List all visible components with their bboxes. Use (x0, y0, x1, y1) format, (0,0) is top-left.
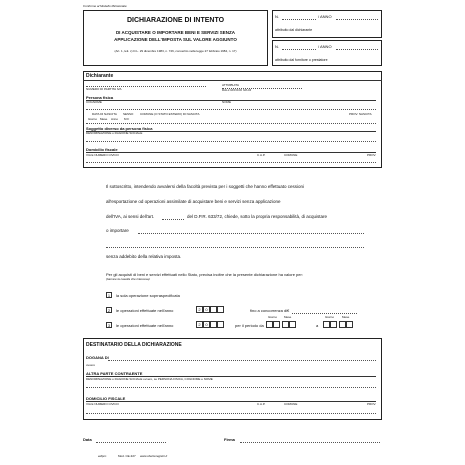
option-2-year-digit-4[interactable] (217, 306, 224, 313)
option-1-checkbox[interactable]: 1 (107, 293, 111, 298)
legal-entity-heading: Soggetto diverso da persona fisica (86, 126, 153, 131)
declaration-paragraph-2: all'esportazione od operazioni assimilate di acquistare beni e servizi senza applicazione (106, 199, 281, 204)
counterparty-name-field[interactable] (86, 387, 376, 388)
supplier-anno-label: / ANNO (318, 44, 332, 49)
company-name-field[interactable] (86, 141, 376, 142)
option-1-label: la sola operazione soprraspecificata (116, 293, 180, 298)
option-3-checkbox[interactable]: 3 (107, 323, 111, 328)
birth-month-label: Mese (100, 117, 108, 121)
birth-info-field[interactable] (86, 123, 376, 124)
supplier-anno-field[interactable] (336, 49, 378, 50)
recipient-postcode-label: C.A.P. (257, 402, 266, 406)
checkbox-instruction: (barrare la casella che interessa) (106, 277, 150, 281)
goods-description-field-2[interactable] (106, 247, 364, 248)
surname-name-field[interactable] (86, 109, 376, 110)
form-title: DICHIARAZIONE DI INTENTO (126, 17, 225, 24)
option-3-label: le operazioni effettuate nell'anno (116, 323, 174, 328)
recipient-domicile-heading: DOMICILIO FISCALE (86, 396, 126, 401)
option-2-checkbox[interactable]: 2 (107, 308, 111, 313)
conformity-note: Conforme al Modello Ministeriale (83, 4, 127, 8)
address-field[interactable] (86, 162, 376, 163)
declarant-n-label: N. (275, 14, 279, 19)
declaration-paragraph-5: senza addebito della relativa imposta. (106, 254, 182, 259)
recipient-address-field[interactable] (86, 413, 376, 414)
birthplace-label: COMUNE (O STATO ESTERO) DI NASCITA (140, 112, 200, 116)
birth-day-label: Giorno (88, 117, 98, 121)
from-day-2[interactable] (273, 321, 280, 328)
declaration-paragraph-3b: del D.P.R. 633/72, chiede, sotto la propria responsabilità, di acquistare (187, 214, 328, 219)
from-day-label: Giorno (268, 315, 278, 319)
brand-logo: edipro (98, 454, 107, 458)
attributed-label: ATTRIBUITA (222, 83, 240, 87)
birth-province-label: PROV. NASCITA (349, 112, 372, 116)
recipient-section-title: DESTINATARIO DELLA DICHIARAZIONE (86, 342, 182, 348)
euro-symbol: € (287, 308, 290, 313)
street-label: VIA E NUMERO CIVICO (86, 153, 119, 157)
form-subtitle-1: DI ACQUISTARE O IMPORTARE BENI E SERVIZI SENZA (115, 30, 236, 35)
option-2-amount-label: fino a concorrenza di (250, 308, 288, 313)
option-3-year-digit-4[interactable] (217, 321, 224, 328)
option-3-year-digit-2: 0 (203, 321, 210, 328)
law-reference: (Art. 1, lett. c) D.L. 29 dicembre 1983, n. 746, convertito nella legge 27 febbraio 1984, n. 17) (114, 49, 237, 53)
supplier-n-label: N. (275, 44, 279, 49)
to-day-1[interactable] (323, 321, 330, 328)
declarant-anno-label: / ANNO (318, 14, 332, 19)
form-subtitle-2: APPLICAZIONE DELL'IMPOSTA SUL VALORE AGGIUNTO (114, 37, 237, 42)
or-label: ovvero (86, 363, 96, 367)
supplier-number-caption: attribuito dal fornitore o prestatore (275, 58, 328, 62)
article-field[interactable] (162, 219, 184, 220)
counterparty-heading: ALTRA PARTE CONTRAENTE (86, 371, 143, 376)
company-name-label: DENOMINAZIONE o RAGIONE SOCIALE (86, 131, 143, 135)
option-3-year-digit-1: 2 (196, 321, 203, 328)
customs-field[interactable] (108, 360, 376, 361)
date-field[interactable] (96, 442, 166, 443)
recipient-city-label: COMUNE (284, 402, 298, 406)
option-3-period-label: per il periodo da (235, 323, 264, 328)
to-day-2[interactable] (330, 321, 337, 328)
to-month-2[interactable] (346, 321, 353, 328)
declarant-anno-field[interactable] (336, 19, 378, 20)
declaration-paragraph-1: Il sottoscritto, intendendo avvalersi della facoltà prevista per i soggetti che hanno effettuato cessioni (106, 184, 305, 189)
option-2-year-digit-2: 0 (203, 306, 210, 313)
natural-person-heading: Persona fisica (86, 95, 114, 100)
from-month-label: Mese (284, 315, 292, 319)
signature-label: Firma (224, 437, 235, 442)
supplier-n-field[interactable] (282, 49, 316, 50)
date-label: Data (83, 437, 92, 442)
tax-domicile-heading: Domicilio fiscale (86, 147, 118, 152)
name-label: NOME (222, 100, 231, 104)
postcode-label: C.A.P. (257, 153, 266, 157)
city-label: COMUNE (284, 153, 298, 157)
option-2-year-digit-3[interactable] (210, 306, 217, 313)
goods-description-field-1[interactable] (138, 233, 364, 234)
sex-label: SESSO (123, 112, 134, 116)
recipient-province-label: PROV. (367, 402, 377, 406)
customs-label: DOGANA DI (86, 355, 109, 360)
birth-date-label: DATA DI NASCITA (92, 112, 117, 116)
from-month-1[interactable] (282, 321, 289, 328)
to-label: a (316, 323, 319, 328)
from-day-1[interactable] (266, 321, 273, 328)
declarant-section-title: Dichiarante (86, 73, 114, 79)
counterparty-name-label: DENOMINAZIONE o RAGIONE SOCIALE ovvero, se PERSONA FISICA, COGNOME e NOME (86, 377, 213, 381)
option-3-year-digit-3[interactable] (210, 321, 217, 328)
to-month-1[interactable] (339, 321, 346, 328)
to-month-label: Mese (342, 315, 350, 319)
from-month-2[interactable] (289, 321, 296, 328)
declarant-number-caption: attribuito dal dichiarante (275, 28, 313, 32)
to-day-label: Giorno (325, 315, 335, 319)
declarant-n-field[interactable] (282, 19, 316, 20)
birth-year-label: Anno (111, 117, 119, 121)
declaration-paragraph-6: Per gli acquisti di beni e servizi effettuati nello Stato, precisa inoltre che la presente dichiarazione ha valore per: (106, 272, 303, 277)
sex-options[interactable]: M F (124, 117, 130, 121)
option-2-amount-field[interactable] (292, 313, 357, 314)
surname-label: COGNOME (86, 100, 102, 104)
province-label: PROV. (367, 153, 377, 157)
vat-number-label: NUMERO DI PARTITA IVA (86, 87, 122, 91)
signature-field[interactable] (240, 442, 380, 443)
website: www.clienteregistri.it (140, 454, 168, 458)
declaration-paragraph-4: o importare (106, 228, 129, 233)
recipient-street-label: VIA E NUMERO CIVICO (86, 402, 119, 406)
option-2-label: le operazioni effettuate nell'anno (116, 308, 174, 313)
declaration-paragraph-3a: dell'IVA, ai sensi dell'art. (106, 214, 155, 219)
option-2-year-digit-1: 2 (196, 306, 203, 313)
vat-office-label: DALL'UFFICIO IVA DI (222, 88, 252, 92)
model-code: Mod. CE-327 (118, 454, 136, 458)
